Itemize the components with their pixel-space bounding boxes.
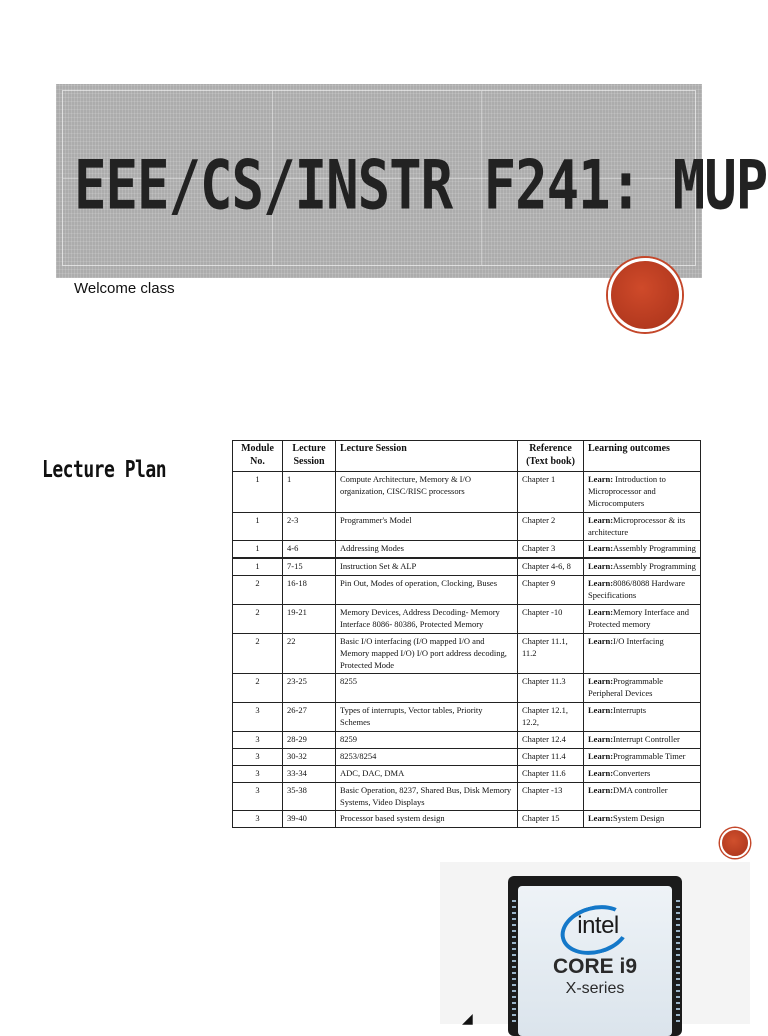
decorative-circle (608, 258, 682, 332)
cell-outcome (584, 748, 701, 765)
cell-module: 3 (233, 732, 283, 749)
outcome-text: Memory Interface and Protected memory (588, 607, 690, 629)
cell-topic: ADC, DAC, DMA (336, 765, 518, 782)
cell-session: 1 (283, 472, 336, 513)
header-outcomes: Learning outcomes (584, 441, 701, 472)
outcome-prefix: Learn: (588, 607, 614, 618)
cell-outcome (584, 674, 701, 703)
cell-topic: Basic Operation, 8237, Shared Bus, Disk Memory Systems, Video Displays (336, 782, 518, 811)
cell-session: 28-29 (283, 732, 336, 749)
header-topic: Lecture Session (336, 441, 518, 472)
cell-topic: Addressing Modes (336, 541, 518, 558)
table-row (233, 703, 701, 732)
outcome-prefix: Learn: (588, 676, 614, 687)
slide-subtitle: Welcome class (74, 280, 175, 297)
chip-pins-left (512, 900, 516, 1024)
x-series-label: X-series (565, 980, 625, 997)
cell-outcome (584, 703, 701, 732)
table-row (233, 811, 701, 828)
cell-topic: Basic I/O interfacing (I/O mapped I/O and Memory mapped I/O) I/O port address decoding, Protected Mode (336, 633, 518, 674)
cell-module: 2 (233, 576, 283, 605)
cell-module: 3 (233, 703, 283, 732)
table-row (233, 558, 701, 575)
cell-module: 1 (233, 472, 283, 513)
cell-session: 2-3 (283, 512, 336, 541)
core-i9-label: CORE i9 (552, 955, 638, 978)
table-row (233, 633, 701, 674)
cell-outcome (584, 512, 701, 541)
header-session: Lecture Session (283, 441, 336, 472)
cell-session: 4-6 (283, 541, 336, 558)
header-reference: Reference (Text book) (518, 441, 584, 472)
table-row (233, 674, 701, 703)
cell-module: 2 (233, 633, 283, 674)
cell-reference: Chapter 11.4 (518, 748, 584, 765)
cell-topic: Memory Devices, Address Decoding- Memory Interface 8086- 80386, Protected Memory (336, 605, 518, 634)
cell-reference: Chapter 11.3 (518, 674, 584, 703)
cell-outcome (584, 732, 701, 749)
cell-outcome (584, 633, 701, 674)
table-row (233, 605, 701, 634)
cell-module: 3 (233, 765, 283, 782)
cell-topic: Processor based system design (336, 811, 518, 828)
chip-pins-right (676, 900, 680, 1024)
outcome-prefix: Learn: (588, 705, 614, 716)
cell-session: 22 (283, 633, 336, 674)
outcome-text: System Design (613, 813, 665, 824)
outcome-prefix: Learn: (588, 561, 614, 572)
cell-session: 33-34 (283, 765, 336, 782)
cell-topic: Compute Architecture, Memory & I/O organization, CISC/RISC processors (336, 472, 518, 513)
cell-topic: Pin Out, Modes of operation, Clocking, Buses (336, 576, 518, 605)
table-header-row (233, 441, 701, 472)
table-row (233, 765, 701, 782)
cell-reference: Chapter 3 (518, 541, 584, 558)
cell-reference: Chapter 11.1, 11.2 (518, 633, 584, 674)
cell-session: 23-25 (283, 674, 336, 703)
cell-topic: 8255 (336, 674, 518, 703)
cell-session: 19-21 (283, 605, 336, 634)
outcome-text: Programmable Peripheral Devices (588, 676, 664, 699)
table-row (233, 732, 701, 749)
table-row (233, 782, 701, 811)
cell-reference: Chapter 4-6, 8 (518, 558, 584, 575)
cell-topic: Instruction Set & ALP (336, 558, 518, 575)
cell-reference: Chapter -13 (518, 782, 584, 811)
arrow-icon: ◢ (462, 1011, 473, 1027)
intel-logo-text: intel (577, 912, 619, 939)
cell-module: 3 (233, 748, 283, 765)
cell-session: 7-15 (283, 558, 336, 575)
outcome-prefix: Learn: (588, 767, 614, 778)
cell-reference: Chapter -10 (518, 605, 584, 634)
cell-outcome (584, 811, 701, 828)
outcome-text: Assembly Programming (613, 561, 696, 572)
outcome-text: I/O Interfacing (613, 635, 664, 646)
cell-session: 39-40 (283, 811, 336, 828)
header-module: Module No. (233, 441, 283, 472)
outcome-text: DMA controller (613, 784, 668, 795)
outcome-text: 8086/8088 Hardware Specifications (588, 578, 686, 601)
cell-reference: Chapter 12.1, 12.2, (518, 703, 584, 732)
outcome-text: Introduction to Microprocessor and Microcomputers (588, 474, 666, 508)
outcome-prefix: Learn: (588, 635, 614, 646)
outcome-prefix: Learn: (588, 543, 614, 554)
outcome-prefix: Learn: (588, 514, 614, 525)
table-row (233, 541, 701, 558)
table-row (233, 748, 701, 765)
cell-outcome (584, 576, 701, 605)
cell-topic: 8259 (336, 732, 518, 749)
outcome-text: Interrupts (613, 705, 647, 716)
cell-reference: Chapter 2 (518, 512, 584, 541)
outcome-text: Interrupt Controller (613, 734, 680, 745)
cell-module: 3 (233, 811, 283, 828)
cell-module: 1 (233, 558, 283, 575)
title-banner (56, 84, 768, 278)
cell-session: 30-32 (283, 748, 336, 765)
outcome-text: Microprocessor & its architecture (588, 514, 686, 537)
cell-topic: 8253/8254 (336, 748, 518, 765)
table-row (233, 576, 701, 605)
cell-reference: Chapter 15 (518, 811, 584, 828)
cell-outcome (584, 541, 701, 558)
table-row (233, 472, 701, 513)
lecture-plan-table (232, 440, 701, 828)
cell-topic: Programmer's Model (336, 512, 518, 541)
cell-outcome (584, 472, 701, 513)
cell-session: 35-38 (283, 782, 336, 811)
outcome-prefix: Learn: (588, 750, 614, 761)
cell-outcome (584, 605, 701, 634)
cell-module: 1 (233, 512, 283, 541)
cell-module: 2 (233, 605, 283, 634)
outcome-text: Converters (613, 767, 651, 778)
cell-outcome (584, 558, 701, 575)
cell-reference: Chapter 12.4 (518, 732, 584, 749)
decorative-circle-small (720, 828, 750, 858)
outcome-prefix: Learn: (588, 813, 614, 824)
cell-reference: Chapter 1 (518, 472, 584, 513)
cell-outcome (584, 782, 701, 811)
outcome-prefix: Learn: (588, 734, 614, 745)
cell-session: 16-18 (283, 576, 336, 605)
cell-reference: Chapter 9 (518, 576, 584, 605)
cell-topic: Types of interrupts, Vector tables, Priority Schemes (336, 703, 518, 732)
table-row (233, 512, 701, 541)
cell-module: 1 (233, 541, 283, 558)
outcome-text: Assembly Programming (613, 543, 696, 554)
outcome-text: Programmable Timer (613, 750, 686, 761)
lecture-plan-heading: Lecture Plan (42, 456, 167, 484)
outcome-prefix: Learn: (588, 578, 614, 589)
cell-module: 3 (233, 782, 283, 811)
cell-session: 26-27 (283, 703, 336, 732)
slide-title: EEE/CS/INSTR F241: MUP (74, 146, 768, 225)
cell-outcome (584, 765, 701, 782)
cell-reference: Chapter 11.6 (518, 765, 584, 782)
outcome-prefix: Learn: (588, 474, 614, 484)
outcome-prefix: Learn: (588, 784, 614, 795)
cell-module: 2 (233, 674, 283, 703)
